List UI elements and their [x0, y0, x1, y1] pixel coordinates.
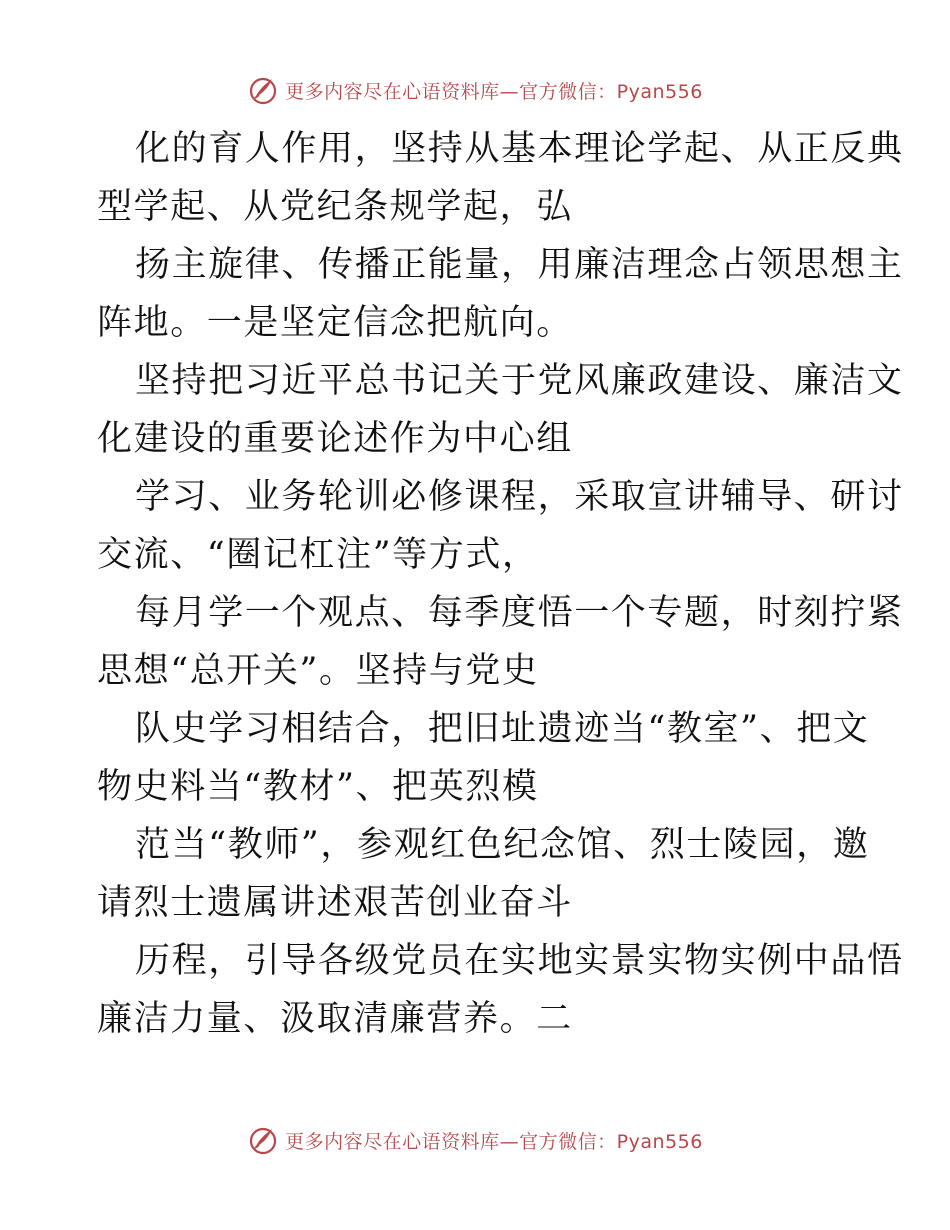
paragraph-line: 扬主旋律、传播正能量，用廉洁理念占领思想主	[135, 245, 904, 285]
paragraph-line: 物史料当“教材”、把英烈模	[97, 767, 539, 807]
paragraph-line: 型学起、从党纪条规学起，弘	[97, 187, 573, 227]
paragraph-line: 范当“教师”，参观红色纪念馆、烈士陵园，邀	[135, 825, 870, 865]
paragraph-line: 请烈士遗属讲述艰苦创业奋斗	[97, 883, 573, 923]
paragraph-line: 历程，引导各级党员在实地实景实物实例中品悟	[135, 941, 904, 981]
paragraph-line: 阵地。一是坚定信念把航向。	[97, 303, 573, 343]
paragraph-line: 队史学习相结合，把旧址遗迹当“教室”、把文	[135, 709, 870, 749]
header-watermark-banner	[0, 70, 950, 110]
paragraph-line: 思想“总开关”。坚持与党史	[97, 651, 539, 691]
paragraph-line: 化建设的重要论述作为中心组	[97, 419, 573, 459]
header-banner-text: 更多内容尽在心语资料库—官方微信：Pyan556	[285, 80, 703, 103]
quill-pen-logo-icon	[247, 74, 279, 106]
footer-watermark-banner	[0, 1120, 950, 1160]
paragraph-line: 每月学一个观点、每季度悟一个专题，时刻拧紧	[135, 593, 904, 633]
paragraph-line: 廉洁力量、汲取清廉营养。二	[97, 999, 573, 1039]
document-body	[97, 120, 904, 1048]
paragraph-line: 化的育人作用，坚持从基本理论学起、从正反典	[135, 129, 904, 169]
paragraph-line: 学习、业务轮训必修课程，采取宣讲辅导、研讨	[135, 477, 904, 517]
footer-banner-text: 更多内容尽在心语资料库—官方微信：Pyan556	[285, 1130, 703, 1153]
paragraph-line: 坚持把习近平总书记关于党风廉政建设、廉洁文	[135, 361, 904, 401]
paragraph-line: 交流、“圈记杠注”等方式，	[97, 535, 539, 575]
quill-pen-logo-icon	[247, 1124, 279, 1156]
